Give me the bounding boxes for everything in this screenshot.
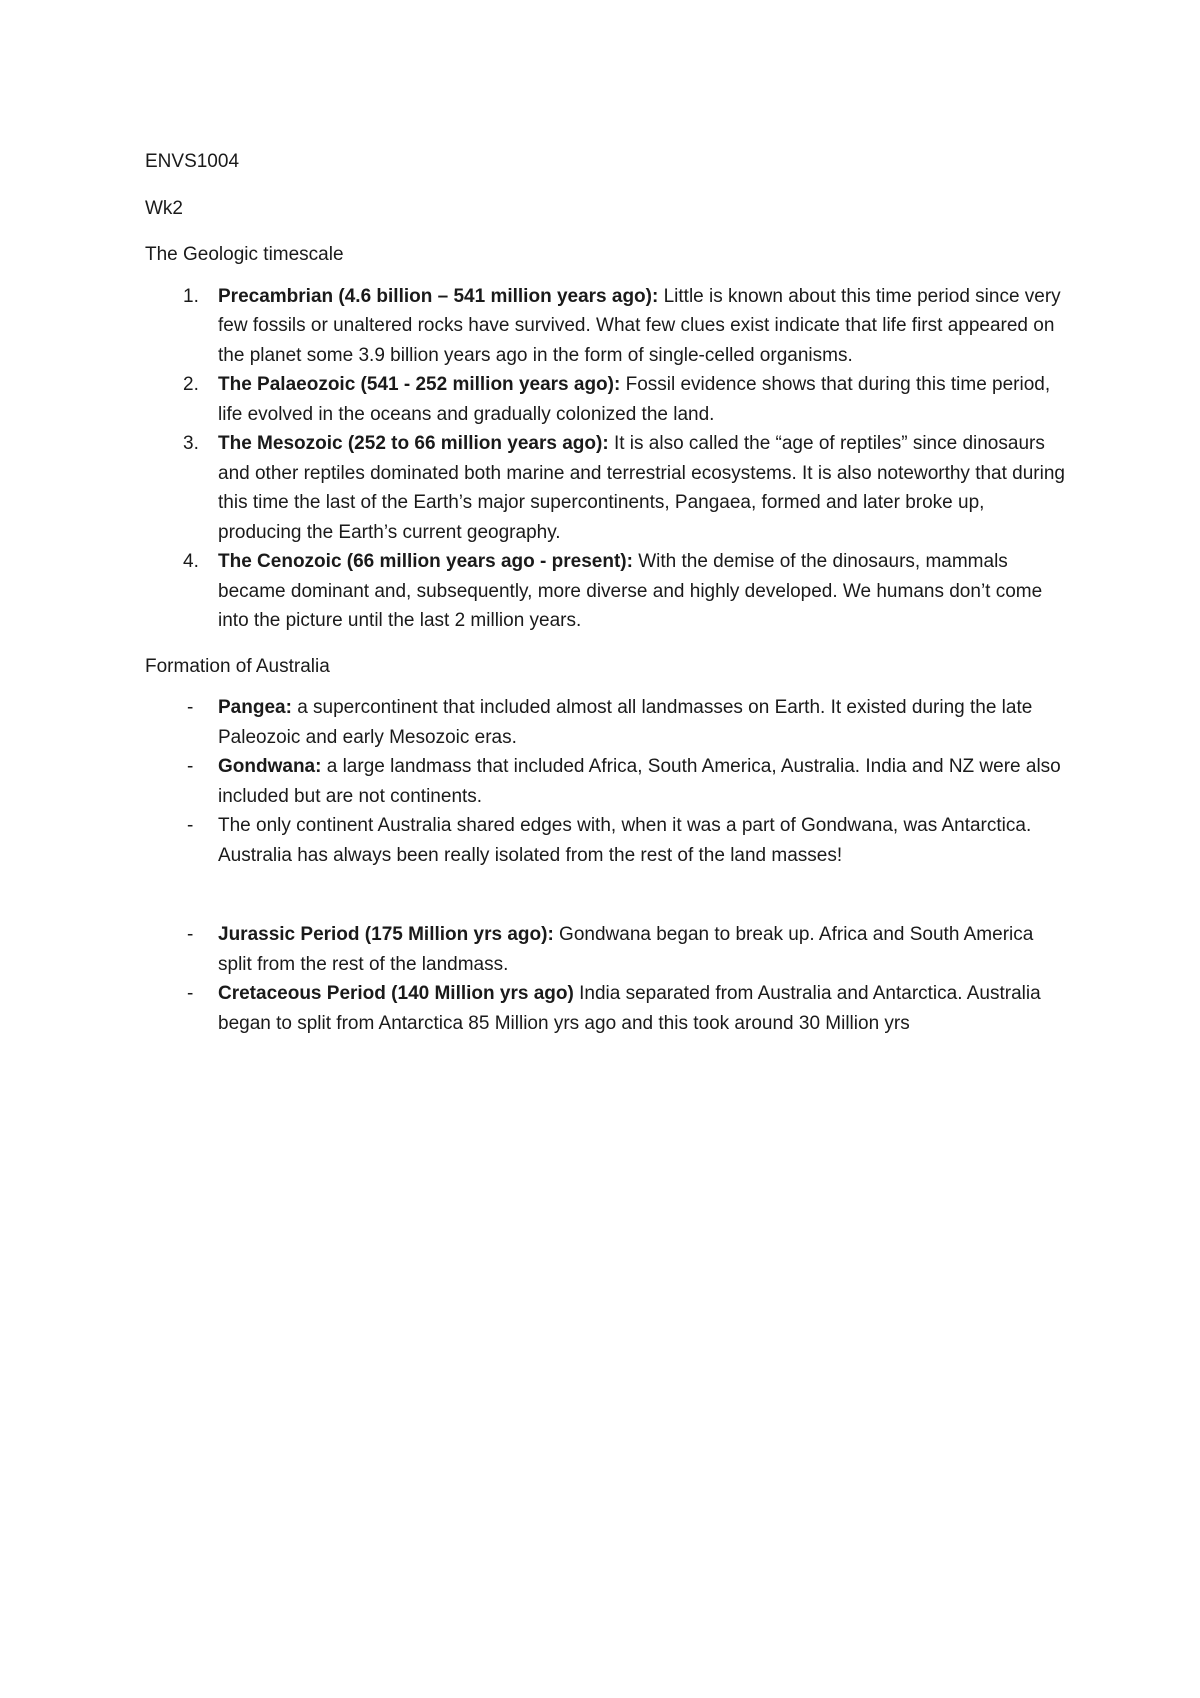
dash-bullet: - [187, 697, 194, 718]
list-item [145, 979, 1065, 1038]
era-title: The Palaeozoic (541 - 252 million years ago): [218, 374, 621, 395]
era-title: The Cenozoic (66 million years ago - present): [218, 551, 633, 572]
period-description: Gondwana began to break up. Africa and South America split from the rest of the landmass. [218, 924, 1034, 975]
dash-bullet: - [187, 924, 194, 945]
list-item [145, 811, 1065, 870]
list-item [145, 429, 1065, 547]
term-title: Pangea: [218, 697, 292, 718]
era-title: The Mesozoic (252 to 66 million years ago): [218, 433, 609, 454]
period-description: India separated from Australia and Antarctica. Australia began to split from Antarctica 85 Million yrs ago and this took around 30 Million yrs [218, 983, 1041, 1034]
dash-bullet: - [187, 756, 194, 777]
document-body [145, 147, 1065, 1038]
era-description: Fossil evidence shows that during this time period, life evolved in the oceans and gradually colonized the land. [218, 374, 1051, 425]
section-heading-australia: Formation of Australia [145, 655, 330, 677]
list-item [145, 370, 1065, 429]
australia-list [145, 693, 1065, 870]
era-description: Little is known about this time period since very few fossils or unaltered rocks have survived. What few clues exist indicate that life first appeared on the planet some 3.9 billion years ago in the form of single-celled organisms. [218, 285, 1061, 366]
term-description: The only continent Australia shared edges with, when it was a part of Gondwana, was Antarctica. Australia has always been really isolated from the rest of the land masses! [218, 815, 1032, 866]
era-title: Precambrian (4.6 billion – 541 million years ago): [218, 285, 659, 307]
periods-list [145, 920, 1065, 1038]
section-heading-timescale: The Geologic timescale [145, 244, 344, 265]
spacer [145, 870, 1065, 920]
list-number: 1. [183, 285, 199, 307]
dash-bullet: - [187, 815, 194, 836]
list-number: 4. [183, 551, 199, 572]
week-label: Wk2 [145, 197, 183, 219]
term-title: Gondwana: [218, 756, 322, 777]
era-description: It is also called the “age of reptiles” since dinosaurs and other reptiles dominated both marine and terrestrial ecosystems. It is also noteworthy that during this time the last of the Earth’s major supercontinents, Pangaea, formed and later broke up, producing the Earth’s current geography. [218, 433, 1065, 543]
course-code: ENVS1004 [145, 151, 240, 172]
list-item [145, 547, 1065, 636]
list-item [145, 282, 1065, 371]
term-description: a supercontinent that included almost all landmasses on Earth. It existed during the late Paleozoic and early Mesozoic eras. [218, 697, 1033, 748]
list-item [145, 920, 1065, 979]
list-number: 2. [183, 374, 199, 395]
list-item [145, 752, 1065, 811]
period-title: Cretaceous Period (140 Million yrs ago) [218, 983, 574, 1004]
era-description: With the demise of the dinosaurs, mammals became dominant and, subsequently, more diverse and highly developed. We humans don’t come into the picture until the last 2 million years. [218, 551, 1043, 631]
list-number: 3. [183, 433, 199, 454]
list-item [145, 693, 1065, 752]
timescale-list [145, 282, 1065, 636]
period-title: Jurassic Period (175 Million yrs ago): [218, 924, 554, 945]
term-description: a large landmass that included Africa, South America, Australia. India and NZ were also included but are not continents. [218, 756, 1061, 807]
dash-bullet: - [187, 983, 194, 1004]
